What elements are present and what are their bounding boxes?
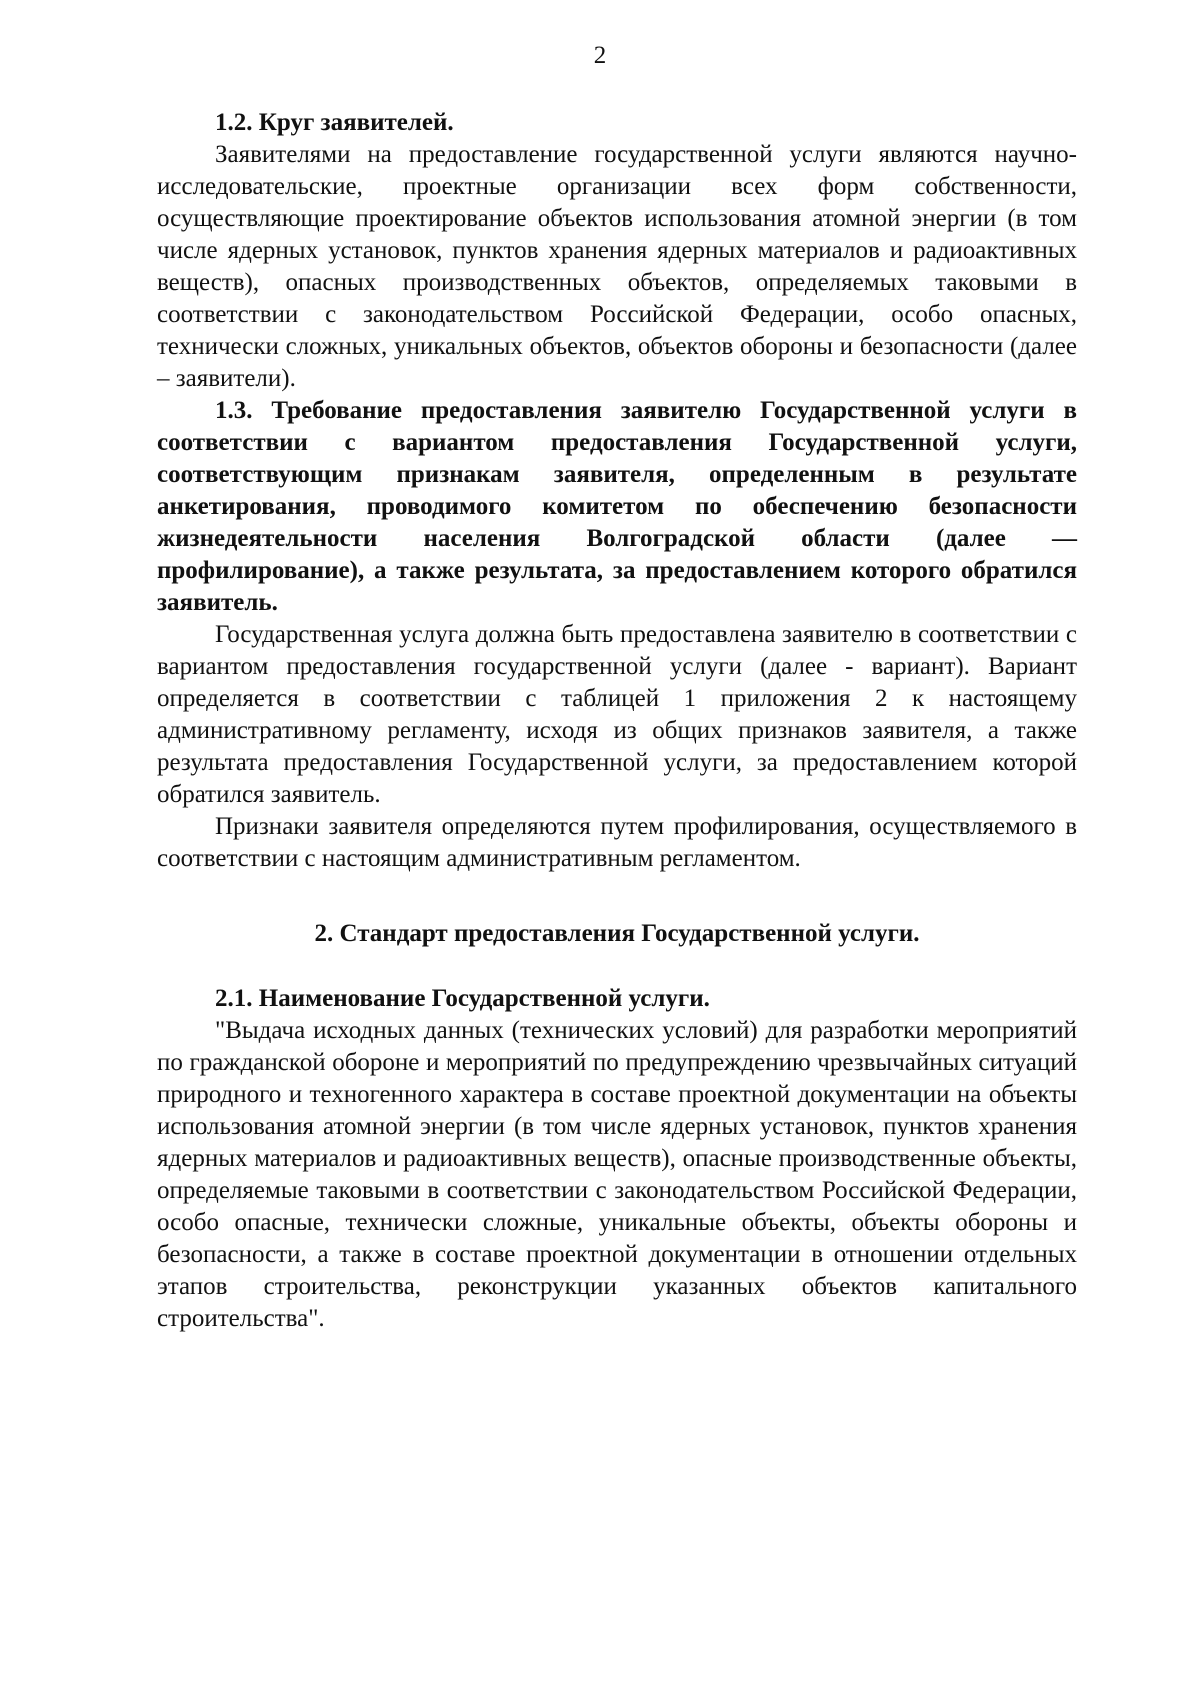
section-1-2-paragraph: Заявителями на предоставление государственной услуги являются научно-исследовательские, проектные организации всех форм собственности, осуществляющие проектирование объектов использования атомной энергии (в том числе ядерных установок, пунктов хранения ядерных материалов и радиоактивных веществ), опасных производственных объектов, определяемых таковыми в соответствии с законодательством Российской Федерации, особо опасных, технически сложных, уникальных объектов, объектов обороны и безопасности (далее – заявители).	[157, 141, 1077, 392]
section-1-3-heading: 1.3. Требование предоставления заявителю Государственной услуги в соответствии с вариантом предоставления Государственной услуги, соответствующим признакам заявителя, определенным в результате анкетирования, проводимого комитетом по обеспечению безопасности жизнедеятельности населения Волгоградской области (далее — профилирование), а также результата, за предоставлением которого обратился заявитель.	[157, 397, 1077, 616]
page-number: 2	[593, 42, 607, 69]
section-1-3-paragraph-1: Государственная услуга должна быть предоставлена заявителю в соответствии с вариантом предоставления государственной услуги (далее - вариант). Вариант определяется в соответствии с таблицей 1 приложения 2 к настоящему административному регламенту, исходя из общих признаков заявителя, а также результата предоставления Государственной услуги, за предоставлением которой обратился заявитель.	[157, 621, 1077, 808]
section-1-3-paragraph-2: Признаки заявителя определяются путем профилирования, осуществляемого в соответствии с настоящим административным регламентом.	[157, 813, 1077, 872]
section-2-1-paragraph: "Выдача исходных данных (технических условий) для разработки мероприятий по гражданской обороне и мероприятий по предупреждению чрезвычайных ситуаций природного и техногенного характера в составе проектной документации на объекты использования атомной энергии (в том числе ядерных установок, пунктов хранения ядерных материалов и радиоактивных веществ), опасные производственные объекты, определяемые таковыми в соответствии с законодательством Российской Федерации, особо опасные, технически сложные, уникальные объекты, объекты обороны и безопасности, а также в составе проектной документации в отношении отдельных этапов строительства, реконструкции указанных объектов капитального строительства".	[157, 1017, 1077, 1332]
section-2-1-heading: 2.1. Наименование Государственной услуги.	[215, 985, 710, 1012]
section-1-2-heading: 1.2. Круг заявителей.	[215, 109, 454, 136]
document-body	[157, 107, 1077, 1335]
section-2-title: 2. Стандарт предоставления Государственной услуги.	[314, 920, 920, 947]
